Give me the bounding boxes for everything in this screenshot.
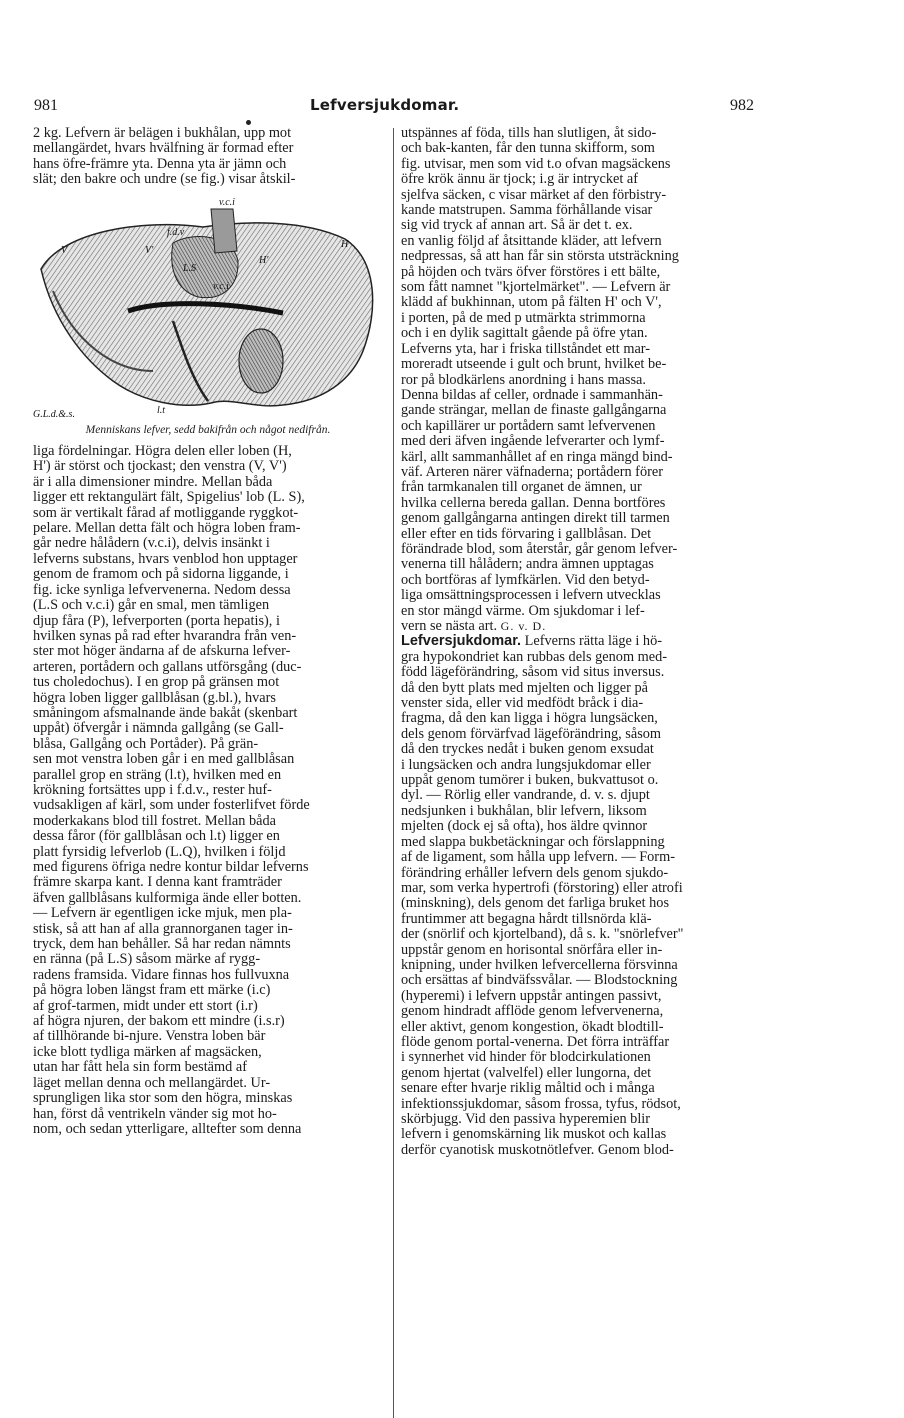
- right-para-2: [401, 634, 751, 1158]
- figure-caption: Menniskans lefver, sedd bakifrån och något nedifrån.: [85, 423, 331, 436]
- left-column: [33, 126, 383, 1137]
- liver-illustration: [33, 191, 383, 421]
- label-fdv: f.d.v: [167, 226, 185, 238]
- label-v-prime: V': [145, 244, 154, 256]
- label-vci-mid: v.c.i: [213, 280, 229, 292]
- author-signature: G. v. D.: [500, 619, 547, 633]
- running-title: Lefversjukdomar.: [310, 96, 460, 114]
- vena-cava: [211, 209, 237, 253]
- label-ls: L.S: [183, 262, 197, 274]
- engraver-signature: G.L.d.&.s.: [33, 408, 75, 420]
- label-h: H: [341, 238, 349, 250]
- left-para-1: 2 kg. Lefvern är belägen i bukhålan, upp mot mellangärdet, hvars hvälfning är formad efter hans öfre-främre yta. Denna yta är jämn och slät; den bakre och undre (se fig.) visar åtskil-: [33, 125, 296, 188]
- liver-figure: [33, 191, 383, 421]
- page-number-left: 981: [34, 97, 58, 114]
- page-number-right: 982: [730, 97, 754, 114]
- article-heading: Lefversjukdomar.: [401, 633, 522, 650]
- label-lt: l.t: [157, 404, 166, 416]
- left-para-2: liga fördelningar. Högra delen eller loben (H, H') är störst och tjockast; den venstra (V, V') är i alla dimensioner mindre. Mellan båda ligger ett rektangulärt fält, Spigelius' lob (L. S), som är vertikalt fårad af motliggande ryggkot- pelare. Mellan detta fält och högra loben fram- går nedre hålådern (v.c.i), delvis insänkt i lefverns substans, hvars venblod hon upptager genom de framom och på sidorna liggande, i fig. icke synliga lefvervenerna. Nedom dessa (L.S och v.c.i) går en smal, men tämligen djup fåra (P), lefverporten (porta hepatis), i hvilken synas på rad efter hvarandra från ven- ster mot höger ändarna af de afskurna lefver- arteren, portådern och gallans utförsgång (duc- tus choledochus). I en grop på gränsen mot högra loben ligger gallblåsan (g.bl.), hvars småningom afsmalnande ände bakåt (skenbart uppåt) öfvergår i nämnda gallgång (se Gall- blåsa, Gallgång och Portåder). På grän- sen mot venstra loben går i en med gallblåsan parallel grop en sträng (l.t), hvilken med en krökning fortsättes upp i f.d.v., rester huf- vudsakligen af kärl, som under fosterlifvet förde moderkakans blod till fostret. Mellan båda dessa fåror (för gallblåsan och l.t) ligger en platt fyrsidig lefverlob (L.Q), hvilken i följd med figurens öfriga nedre kontur bildar lefverns främre skarpa kant. I denna kant framträder äfven gallblåsans kulformiga ände eller botten. — Lefvern är egentligen icke mjuk, men pla- stisk, så att han af alla grannorganen tager in- tryck, dem han behåller. Så har redan nämnts en ränna (på L.S) såsom märke af rygg- radens framsida. Vidare finnas hos fullvuxna på högra loben längst fram ett märke (i.c) af grof-tarmen, midt under ett stort (i.r) af högra njuren, der bakom ett mindre (i.s.r) af tillhörande bi-njure. Venstra loben bär icke blott tydliga märken af magsäcken, utan har fått hela sin form bestämd af läget mellan denna och mellangärdet. Ur- sprungligen lika stor som den högra, minskas han, först då ventrikeln vänder sig mot ho- nom, och sedan ytterligare, alltefter som denna: [33, 443, 310, 1137]
- gallbladder: [239, 329, 283, 393]
- column-divider: [393, 128, 394, 1418]
- right-para-1-text: utspännes af föda, tills han slutligen, åt sido- och bak-kanten, får den tunna skifform, som fig. utvisar, men som vid t.o ofvan magsäckens öfre krök ännu är tjock; i.g är intrycket af sjelfva säcken, c visar märket af den förbistry- kande matstrupen. Samma förhållande visar sig vid tryck af annan art. Så är det t. ex. en vanlig följd af åtsittande kläder, att lefvern nedpressas, så att han får sin största utsträckning på höjden och tvärs öfver förstöres i ett bälte, som fått namnet "kjortelmärket". — Lefvern är klädd af bukhinnan, utom på fälten H' och V', i porten, på de med p utmärkta strimmorna och i en dylik sagittalt gående på öfre ytan. Lefverns yta, har i friska tillståndet ett mar- moreradt utseende i gult och brunt, hvilket be- ror på blodkärlens anordning i hans massa. Denna bildas af celler, ordnade i sammanhän- gande strängar, mellan de finaste gallgångarna och kapillärer ur portådern samt lefvervenen med deri äfven ingående lefverarter och lymf- kärl, allt sammanhållet af en ringa mängd bind- väf. Arteren närer väfnaderna; portådern förer från tarmkanalen till organet de ämnen, ur hvilka cellerna bereda gallan. Denna bortföres genom gallgångarna antingen direkt till tarmen eller efter en tids förvaring i gallblåsan. Det förändrade blod, som återstår, går genom lefver- venerna till hålådern; andra ämnen upptagas och bortföras af lymfkärlen. Vid den betyd- liga omsättningsprocessen i lefvern utvecklas en stor mängd värme. Om sjukdomar i lef- vern se nästa art.: [401, 125, 679, 634]
- label-vci-top: v.c.i: [219, 196, 235, 208]
- label-v: V: [61, 244, 68, 256]
- label-h-prime: H': [259, 254, 269, 266]
- right-column: [401, 126, 751, 1158]
- right-para-2-text: Lefverns rätta läge i hö- gra hypokondriet kan rubbas dels genom med- född lägeförändring, såsom vid situs inversus. då den bytt plats med mjelten och ligger på venster sida, eller vid medfödt bråck i dia- fragma, då den kan ligga i högra lungsäcken, dels genom förvärfvad lägeförändring, såsom då den tryckes nedåt i buken genom exsudat i lungsäcken och andra lungsjukdomar eller uppåt genom tumörer i buken, bukvattusot o. dyl. — Rörlig eller vandrande, d. v. s. djupt nedsjunken i bukhålan, blir lefvern, liksom mjelten (dock ej så ofta), hos äldre qvinnor med slappa bukbetäckningar och förslappning af de ligament, som hålla upp lefvern. — Form- förändring erhåller lefvern dels genom sjukdo- mar, som verka hypertrofi (förstoring) eller atrofi (minskning), dels genom det farliga bruket hos fruntimmer att begagna hårdt tillsnörda klä- der (snörlif och kjortelband), då s. k. "snörlefver" uppstår genom en horisontal snörfåra eller in- knipning, under hvilken lefvercellerna försvinna och ersättas af bindväfssvålar. — Blodstockning (hyperemi) i lefvern uppstår antingen passivt, genom hindradt afflöde genom lefvervenerna, eller aktivt, genom kongestion, ökadt blodtill- flöde genom portal-venerna. Det förra inträffar i synnerhet vid hinder för blodcirkulationen genom hjertat (valvelfel) eller lungorna, det senare efter hvarje riklig måltid och i många infektionssjukdomar, såsom frossa, tyfus, rödsot, skörbjugg. Vid den passiva hyperemien blir lefvern i genomskärning lik muskot och kallas derför cyanotisk muskotnötlefver. Genom blod-: [401, 633, 684, 1158]
- right-para-1: [401, 126, 751, 634]
